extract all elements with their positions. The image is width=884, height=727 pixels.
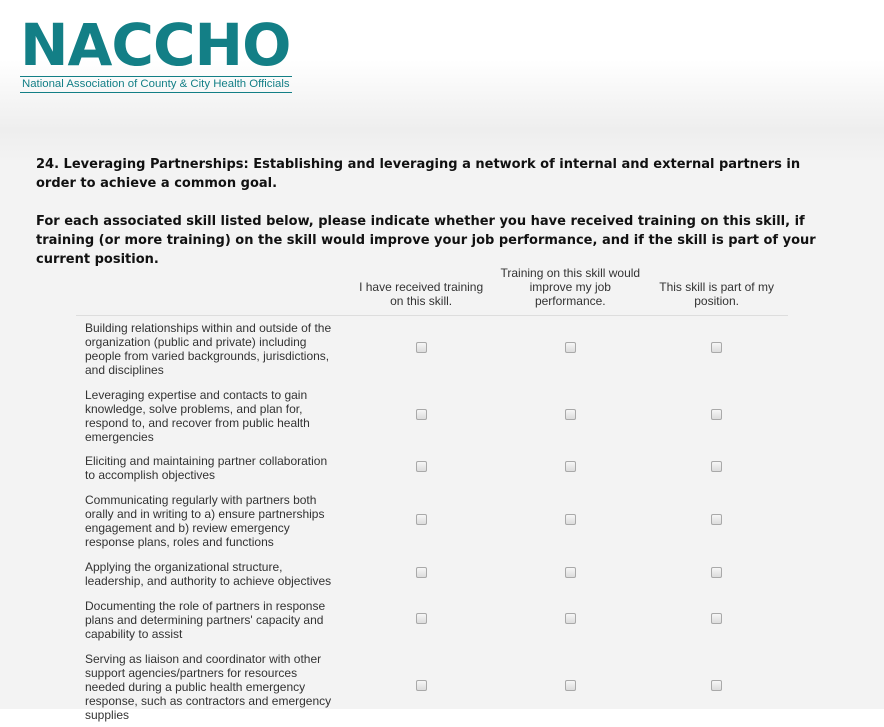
skill-label: Eliciting and maintaining partner collaboration to accomplish objectives xyxy=(85,454,328,482)
column-header-would-improve: Training on this skill would improve my job performance. xyxy=(495,264,645,316)
logo-subtitle: National Association of County & City Health Officials xyxy=(20,76,292,93)
received-training-checkbox[interactable] xyxy=(416,342,427,353)
matrix-row xyxy=(76,449,788,488)
matrix-row xyxy=(76,383,788,449)
would-improve-checkbox[interactable] xyxy=(565,461,576,472)
would-improve-checkbox[interactable] xyxy=(565,680,576,691)
question-title: 24. Leveraging Partnerships: Establishing and leveraging a network of internal and external partners in order to achieve a common goal. xyxy=(36,157,801,191)
part-of-position-checkbox[interactable] xyxy=(711,342,722,353)
logo-wordmark: NACCHO xyxy=(20,11,291,79)
part-of-position-checkbox[interactable] xyxy=(711,567,722,578)
matrix-row xyxy=(76,647,788,727)
matrix-header-row xyxy=(76,264,788,316)
skill-label: Building relationships within and outside of the organization (public and private) including people from varied backgrounds, jurisdictions, and disciplines xyxy=(85,321,332,378)
skills-matrix xyxy=(76,264,788,727)
part-of-position-checkbox[interactable] xyxy=(711,409,722,420)
matrix-row xyxy=(76,488,788,555)
would-improve-checkbox[interactable] xyxy=(565,342,576,353)
matrix-row xyxy=(76,316,788,383)
part-of-position-checkbox[interactable] xyxy=(711,613,722,624)
received-training-checkbox[interactable] xyxy=(416,680,427,691)
received-training-checkbox[interactable] xyxy=(416,514,427,525)
part-of-position-checkbox[interactable] xyxy=(711,680,722,691)
part-of-position-checkbox[interactable] xyxy=(711,514,722,525)
received-training-checkbox[interactable] xyxy=(416,409,427,420)
would-improve-checkbox[interactable] xyxy=(565,613,576,624)
would-improve-checkbox[interactable] xyxy=(565,409,576,420)
naccho-logo xyxy=(20,11,305,93)
question-block xyxy=(36,155,836,269)
received-training-checkbox[interactable] xyxy=(416,461,427,472)
skill-label: Documenting the role of partners in response plans and determining partners' capacity and capability to assist xyxy=(85,599,326,641)
skill-label: Communicating regularly with partners both orally and in writing to a) ensure partnerships engagement and b) review emergency response plans, roles and functions xyxy=(85,493,325,549)
skill-label: Applying the organizational structure, leadership, and authority to achieve objectives xyxy=(85,560,332,588)
skill-label: Leveraging expertise and contacts to gain knowledge, solve problems, and plan for, respond to, and recover from public health emergencies xyxy=(85,387,310,444)
received-training-checkbox[interactable] xyxy=(416,613,427,624)
column-header-received-training: I have received training on this skill. xyxy=(347,264,495,316)
matrix-row xyxy=(76,555,788,594)
question-instructions: For each associated skill listed below, please indicate whether you have received training on this skill, if training (or more training) on the skill would improve your job performance, and if the skill is part of your current position. xyxy=(36,214,816,267)
matrix-header-blank xyxy=(76,264,347,316)
matrix-row xyxy=(76,594,788,647)
part-of-position-checkbox[interactable] xyxy=(711,461,722,472)
column-header-part-of-position: This skill is part of my position. xyxy=(645,264,788,316)
would-improve-checkbox[interactable] xyxy=(565,514,576,525)
received-training-checkbox[interactable] xyxy=(416,567,427,578)
skill-label: Serving as liaison and coordinator with other support agencies/partners for resources needed during a public health emergency response, such as contractors and emergency supplies xyxy=(85,651,332,722)
would-improve-checkbox[interactable] xyxy=(565,567,576,578)
